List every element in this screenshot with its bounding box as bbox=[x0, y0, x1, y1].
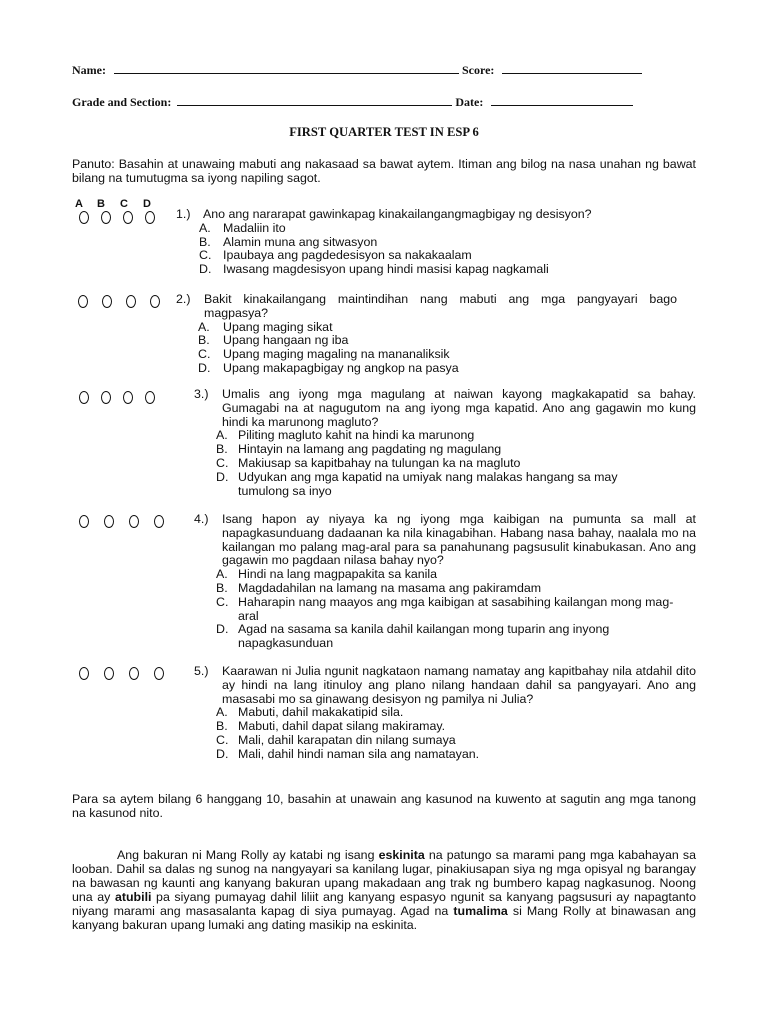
bubble-d[interactable] bbox=[145, 211, 155, 224]
option-b bbox=[216, 443, 696, 457]
story-text: na patungo sa marami pang mga kabahayan sa looban. Dahil sa dalas ng sunog na nangyayari sa kanilang lugar, pinakiusapan siya ng mga opisyal ng barangay na bawasan ng kaunti ang kanyang bakuran upang makadaan ang trak ng bumbero kapag nagkasunog. Noong una ay bbox=[72, 848, 696, 904]
option-letter: A. bbox=[216, 567, 228, 582]
option-text: Alamin muna ang sitwasyon bbox=[223, 234, 378, 249]
option-d bbox=[199, 263, 696, 277]
story-keyword: atubili bbox=[114, 890, 152, 904]
option-c bbox=[199, 249, 696, 263]
date-label: Date: bbox=[455, 95, 484, 109]
option-c bbox=[216, 457, 696, 471]
bubble-c[interactable] bbox=[123, 391, 133, 404]
option-text: Madaliin ito bbox=[223, 220, 286, 235]
story-text: si Mang Rolly at binawasan ang kanyang bakuran upang lumaki ang dating masikip na eskinita. bbox=[72, 904, 697, 932]
option-text: Iwasang magdesisyon upang hindi masisi kapag nagkamali bbox=[223, 262, 549, 277]
option-text: Upang hangaan ng iba bbox=[223, 333, 349, 348]
name-label: Name: bbox=[72, 63, 106, 77]
story-text: Ang bakuran ni Mang Rolly ay katabi ng isang bbox=[117, 848, 379, 862]
option-d bbox=[216, 471, 696, 499]
bubble-a[interactable] bbox=[79, 211, 89, 224]
option-letter: B. bbox=[216, 719, 228, 734]
answer-bubbles-q3 bbox=[79, 391, 155, 404]
question-1 bbox=[176, 208, 696, 277]
bubble-a[interactable] bbox=[79, 667, 89, 680]
bubble-c[interactable] bbox=[129, 515, 139, 528]
bubble-b[interactable] bbox=[101, 391, 111, 404]
bubble-letter: D bbox=[143, 198, 151, 210]
option-letter: B. bbox=[199, 234, 211, 249]
option-text: Upang maging magaling na mananaliksik bbox=[223, 347, 450, 362]
name-field[interactable] bbox=[114, 63, 459, 74]
option-letter: D. bbox=[216, 469, 229, 484]
name-row bbox=[72, 63, 645, 78]
option-letter: C. bbox=[216, 732, 229, 747]
score-field[interactable] bbox=[502, 63, 642, 74]
score-label: Score: bbox=[461, 63, 495, 77]
question-number: 2.) bbox=[176, 292, 191, 306]
question-number: 3.) bbox=[194, 387, 209, 401]
instructions: Panuto: Basahin at unawaing mabuti ang nakasaad sa bawat aytem. Itiman ang bilog na nasa unahan ng bawat bilang na tumutugma sa iyong napiling sagot. bbox=[72, 157, 696, 185]
option-b bbox=[216, 720, 696, 734]
option-letter: C. bbox=[198, 347, 211, 362]
bubble-letter: B bbox=[97, 198, 105, 210]
story-keyword: eskinita bbox=[378, 848, 425, 862]
option-text: Piliting magluto kahit na hindi ka marunong bbox=[238, 428, 475, 443]
option-text: Agad na sasama sa kanila dahil kailangan mong tuparin ang inyong napagkasunduan bbox=[238, 622, 610, 651]
question-text: Kaarawan ni Julia ngunit nagkataon namang namatay ang kapitbahay nila atdahil dito ay hindi na lang itinuloy ang plano nilang handaan dahil sa pangyayari. Ano ang masasabi mo sa ginawang desisyon ng pamilya ni Julia? bbox=[222, 664, 696, 706]
option-text: Mali, dahil karapatan din nilang sumaya bbox=[238, 732, 456, 747]
option-a bbox=[216, 429, 696, 443]
option-b bbox=[198, 334, 677, 348]
option-letter: A. bbox=[199, 220, 211, 235]
option-text: Mali, dahil hindi naman sila ang namatayan. bbox=[238, 746, 480, 761]
bubble-c[interactable] bbox=[126, 295, 136, 308]
answer-bubbles-q1 bbox=[79, 211, 155, 224]
option-letter: D. bbox=[216, 746, 229, 761]
bubble-b[interactable] bbox=[104, 515, 114, 528]
option-letter: B. bbox=[198, 333, 210, 348]
option-b bbox=[216, 582, 696, 596]
grade-label: Grade and Section: bbox=[72, 95, 172, 109]
question-text: Isang hapon ay niyaya ka ng iyong mga kaibigan na pumunta sa mall at napagkasunduang dadaanan ka nila kinagabihan. Habang nasa bahay, naalala mo na kailangan mo palang mag-aral para sa panahunang pagsusulit kinabukasan. Ano ang gagawin mo pagdaan nilasa bahay nyo? bbox=[222, 512, 696, 568]
question-4 bbox=[194, 513, 696, 651]
bubble-a[interactable] bbox=[78, 295, 88, 308]
option-d bbox=[216, 748, 696, 762]
answer-bubbles-q2 bbox=[78, 295, 160, 308]
bubble-letter: C bbox=[120, 198, 128, 210]
option-letter: D. bbox=[198, 360, 211, 375]
bubble-a[interactable] bbox=[79, 391, 89, 404]
option-a bbox=[198, 321, 677, 335]
option-d bbox=[216, 623, 696, 651]
question-2 bbox=[176, 293, 677, 376]
grade-field[interactable] bbox=[177, 95, 452, 106]
answer-bubbles-q5 bbox=[79, 667, 164, 680]
bubble-a[interactable] bbox=[79, 515, 89, 528]
option-b bbox=[199, 236, 696, 250]
option-text: Udyukan ang mga kapatid na umiyak nang malakas hangang sa may tumulong sa inyo bbox=[238, 469, 618, 498]
bubble-d[interactable] bbox=[150, 295, 160, 308]
option-letter: D. bbox=[216, 622, 229, 637]
answer-bubbles-q4 bbox=[79, 515, 164, 528]
option-text: Upang maging sikat bbox=[223, 319, 333, 334]
question-text: Ano ang nararapat gawinkapag kinakailangangmagbigay ng desisyon? bbox=[203, 207, 592, 221]
option-a bbox=[216, 706, 696, 720]
option-text: Upang makapagbigay ng angkop na pasya bbox=[223, 360, 459, 375]
option-text: Hindi na lang magpapakita sa kanila bbox=[238, 567, 438, 582]
story-keyword: tumalima bbox=[453, 904, 508, 918]
question-stem bbox=[176, 208, 696, 222]
option-letter: B. bbox=[216, 580, 228, 595]
option-d bbox=[198, 362, 677, 376]
option-letter: C. bbox=[199, 248, 212, 263]
option-text: Magdadahilan na lamang na masama ang pakiramdam bbox=[238, 580, 542, 595]
bubble-c[interactable] bbox=[129, 667, 139, 680]
story-paragraph bbox=[72, 848, 696, 932]
option-letter: C. bbox=[216, 594, 229, 609]
option-text: Haharapin nang maayos ang mga kaibigan at sasabihing kailangan mong mag-aral bbox=[238, 594, 674, 623]
date-field[interactable] bbox=[491, 95, 633, 106]
option-letter: A. bbox=[198, 319, 210, 334]
bubble-b[interactable] bbox=[104, 667, 114, 680]
bubble-letter: A bbox=[75, 198, 83, 210]
option-text: Hintayin na lamang ang pagdating ng magulang bbox=[238, 442, 502, 457]
option-c bbox=[198, 348, 677, 362]
question-number: 5.) bbox=[194, 664, 209, 678]
option-a bbox=[199, 222, 696, 236]
question-3 bbox=[194, 388, 696, 498]
option-letter: A. bbox=[216, 428, 228, 443]
story-text: pa siyang pumayag dahil liliit ang kanyang espasyo ngunit sa kanyang pagsusuri ay napagtanto niyang marami ang masasalanta kapag di siya pumayag. Agad na bbox=[72, 890, 696, 918]
option-text: Makiusap sa kapitbahay na tulungan ka na magluto bbox=[238, 455, 521, 470]
question-stem bbox=[194, 388, 696, 429]
question-text: Bakit kinakailangang maintindihan nang mabuti ang mga pangyayari bago magpasya? bbox=[204, 292, 677, 320]
question-number: 1.) bbox=[176, 207, 191, 221]
bubble-d[interactable] bbox=[145, 391, 155, 404]
option-letter: C. bbox=[216, 455, 229, 470]
bubble-b[interactable] bbox=[101, 211, 111, 224]
option-text: Mabuti, dahil dapat silang makiramay. bbox=[238, 719, 446, 734]
page-title: FIRST QUARTER TEST IN ESP 6 bbox=[289, 125, 479, 139]
option-letter: D. bbox=[199, 262, 212, 277]
bubble-letters bbox=[75, 198, 151, 210]
question-number: 4.) bbox=[194, 512, 209, 526]
question-stem bbox=[194, 665, 696, 706]
option-c bbox=[216, 734, 696, 748]
bubble-d[interactable] bbox=[154, 667, 164, 680]
question-stem bbox=[194, 513, 696, 568]
option-c bbox=[216, 596, 696, 624]
story-intro: Para sa aytem bilang 6 hanggang 10, basahin at unawain ang kasunod na kuwento at sagutin ang mga tanong na kasunod nito. bbox=[72, 792, 696, 820]
bubble-c[interactable] bbox=[123, 211, 133, 224]
bubble-d[interactable] bbox=[154, 515, 164, 528]
option-a bbox=[216, 568, 696, 582]
option-text: Ipaubaya ang pagdedesisyon sa nakakaalam bbox=[223, 248, 472, 263]
option-letter: B. bbox=[216, 442, 228, 457]
option-text: Mabuti, dahil makakatipid sila. bbox=[238, 705, 404, 720]
question-stem bbox=[176, 293, 677, 321]
question-text: Umalis ang iyong mga magulang at naiwan kayong magkakapatid sa bahay. Gumagabi na at nagugutom na ang iyong mga kapatid. Ano ang gagawin mo kung hindi ka marunong magluto? bbox=[222, 387, 696, 429]
grade-row bbox=[72, 95, 636, 110]
question-5 bbox=[194, 665, 696, 762]
option-letter: A. bbox=[216, 705, 228, 720]
bubble-b[interactable] bbox=[102, 295, 112, 308]
